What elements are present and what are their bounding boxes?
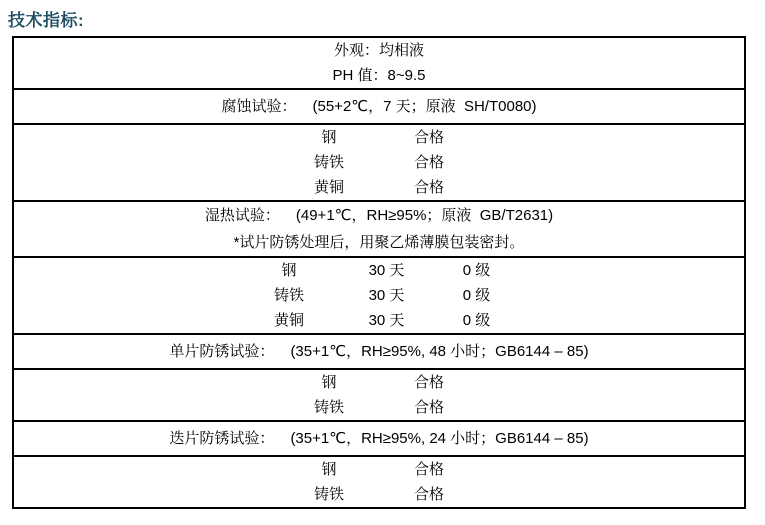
table-cell: 钢 [321, 461, 337, 478]
table-cell: 0 级 [462, 287, 491, 304]
table-row: *试片防锈处理后，用聚乙烯薄膜包装密封。 [233, 234, 525, 251]
table-row [14, 175, 744, 200]
table-cell: 0 级 [462, 312, 491, 329]
table-section-2 [14, 88, 744, 123]
table-cell: 黄铜 [273, 312, 304, 329]
table-row [14, 258, 744, 283]
test-name-label: 单片防锈试验： [169, 343, 275, 360]
test-conditions: (55+2℃，7 天；原液 SH/T0080) [312, 98, 537, 115]
test-name-label: 迭片防锈试验： [169, 430, 275, 447]
table-row [14, 422, 744, 455]
table-section-9 [14, 455, 744, 507]
table-cell: 合格 [413, 374, 444, 391]
table-row [14, 395, 744, 420]
table-row: 外观：均相液 [333, 42, 424, 59]
table-cell: 30 天 [368, 312, 405, 329]
table-cell: 铸铁 [313, 486, 344, 503]
table-cell: 合格 [413, 179, 444, 196]
table-row [14, 335, 744, 368]
table-section-5 [14, 256, 744, 333]
test-name-label: 腐蚀试验： [221, 98, 297, 115]
table-cell: 钢 [281, 262, 297, 279]
table-section-4 [14, 200, 744, 256]
table-row [14, 370, 744, 395]
test-conditions: (35+1℃，RH≥95%, 48 小时；GB6144 – 85) [290, 343, 589, 360]
table-cell: 铸铁 [313, 399, 344, 416]
table-cell: 合格 [413, 399, 444, 416]
table-row [14, 308, 744, 333]
table-cell: 钢 [321, 129, 337, 146]
table-cell: 0 级 [462, 262, 491, 279]
table-section-8 [14, 420, 744, 455]
table-section-7 [14, 368, 744, 420]
table-row [14, 202, 744, 229]
table-section-3 [14, 123, 744, 200]
table-row [14, 283, 744, 308]
test-conditions: (49+1℃，RH≥95%；原液 GB/T2631) [295, 207, 554, 224]
table-cell: 钢 [321, 374, 337, 391]
table-cell: 合格 [413, 129, 444, 146]
page-title: 技术指标: [8, 11, 85, 30]
table-cell: 合格 [413, 486, 444, 503]
table-cell: 铸铁 [313, 154, 344, 171]
table-row [14, 125, 744, 150]
table-row [14, 90, 744, 123]
table-cell: 合格 [413, 461, 444, 478]
table-cell: 30 天 [368, 287, 405, 304]
table-cell: 30 天 [368, 262, 405, 279]
table-section-6 [14, 333, 744, 368]
table-cell: 铸铁 [273, 287, 304, 304]
test-conditions: (35+1℃，RH≥95%, 24 小时；GB6144 – 85) [290, 430, 589, 447]
table-row [14, 457, 744, 482]
table-cell: 合格 [413, 154, 444, 171]
test-name-label: 湿热试验： [204, 207, 280, 224]
table-cell: 黄铜 [313, 179, 344, 196]
spec-table [12, 36, 746, 509]
table-row [14, 482, 744, 507]
table-row [14, 150, 744, 175]
table-row: PH 值：8~9.5 [332, 67, 426, 84]
table-section-1 [14, 38, 744, 88]
